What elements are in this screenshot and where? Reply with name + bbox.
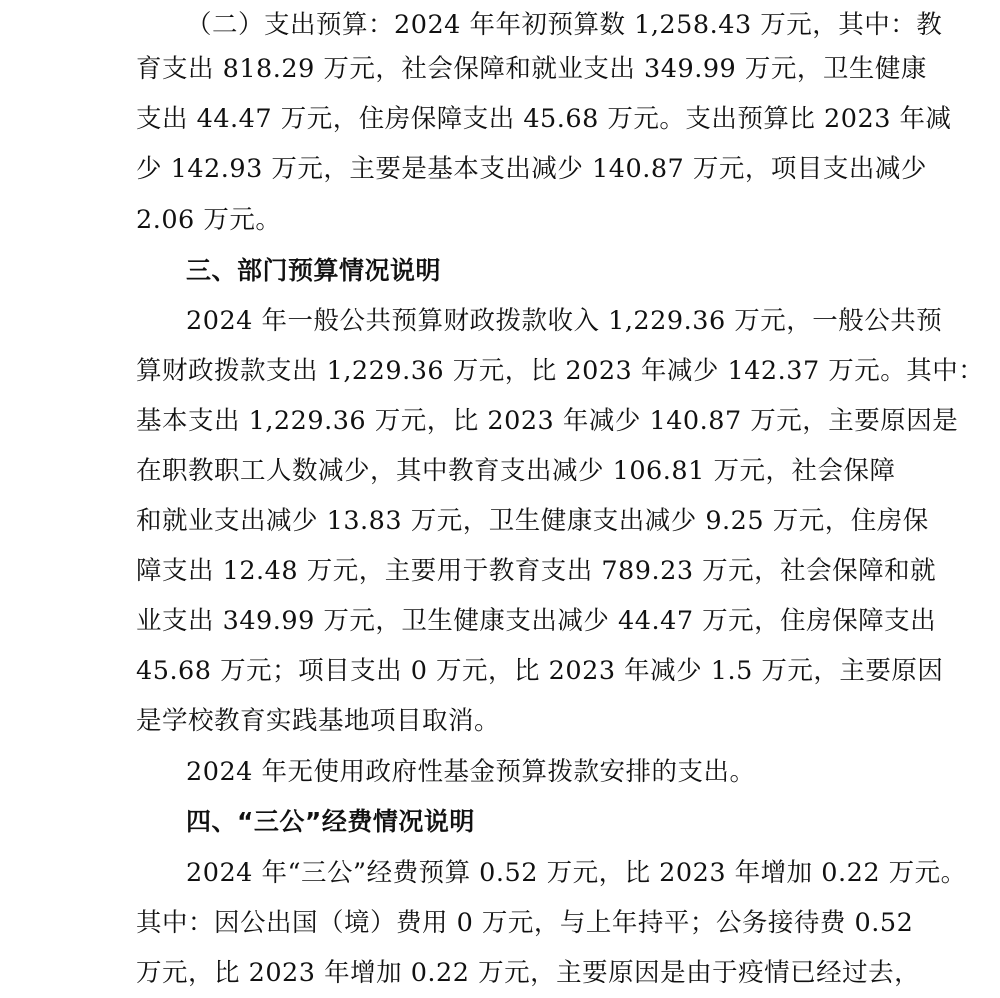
section-heading: 三、部门预算情况说明 bbox=[186, 256, 442, 285]
text-line: 障支出 12.48 万元，主要用于教育支出 789.23 万元，社会保障和就 bbox=[136, 556, 937, 586]
text-line: 少 142.93 万元，主要是基本支出减少 140.87 万元，项目支出减少 bbox=[136, 154, 927, 184]
text-line: 2024 年一般公共预算财政拨款收入 1,229.36 万元，一般公共预 bbox=[186, 306, 943, 336]
text-line: 业支出 349.99 万元，卫生健康支出减少 44.47 万元，住房保障支出 bbox=[136, 606, 937, 636]
section-heading: 四、“三公”经费情况说明 bbox=[186, 807, 475, 836]
text-line: 万元，比 2023 年增加 0.22 万元，主要原因是由于疫情已经过去， bbox=[136, 958, 921, 988]
text-line: 育支出 818.29 万元，社会保障和就业支出 349.99 万元，卫生健康 bbox=[136, 54, 927, 84]
text-line: 在职教职工人数减少，其中教育支出减少 106.81 万元，社会保障 bbox=[136, 456, 896, 486]
text-line: 是学校教育实践基地项目取消。 bbox=[136, 706, 501, 736]
text-line: 2.06 万元。 bbox=[136, 205, 282, 235]
text-line: 其中：因公出国（境）费用 0 万元，与上年持平；公务接待费 0.52 bbox=[136, 908, 914, 938]
text-line: （二）支出预算：2024 年年初预算数 1,258.43 万元，其中：教 bbox=[186, 10, 943, 40]
text-line: 45.68 万元；项目支出 0 万元，比 2023 年减少 1.5 万元，主要原因 bbox=[136, 656, 944, 686]
text-line: 算财政拨款支出 1,229.36 万元，比 2023 年减少 142.37 万元。其中： bbox=[136, 356, 985, 386]
text-line: 2024 年“三公”经费预算 0.52 万元，比 2023 年增加 0.22 万元。 bbox=[186, 858, 967, 888]
text-line: 基本支出 1,229.36 万元，比 2023 年减少 140.87 万元，主要原因是 bbox=[136, 406, 959, 436]
text-line: 2024 年无使用政府性基金预算拨款安排的支出。 bbox=[186, 757, 756, 787]
text-line: 和就业支出减少 13.83 万元，卫生健康支出减少 9.25 万元，住房保 bbox=[136, 506, 929, 536]
text-line: 支出 44.47 万元，住房保障支出 45.68 万元。支出预算比 2023 年减 bbox=[136, 104, 952, 134]
